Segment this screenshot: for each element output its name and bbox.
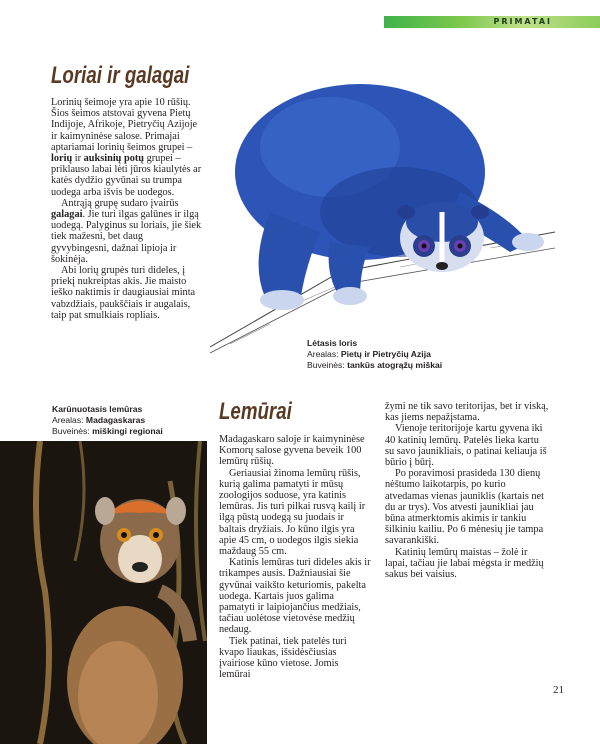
- caption-area: Arealas: Madagaskaras: [52, 415, 146, 425]
- lorises-paragraph-3: Abi lorių grupės turi dideles, į priekį nukreiptas akis. Jie maisto ieško naktimis ir daugiausiai minta vabzdžiais, paukščiais ir augalais, taip pat smulkiais ropliais.: [51, 265, 196, 321]
- section-color-band: [384, 16, 600, 28]
- lemurs-text-column-2: [385, 401, 549, 580]
- caption-title: Lėtasis loris: [307, 338, 358, 348]
- lemurs-paragraph: Po poravimosi prasideda 130 dienų nėštumo laikotarpis, po kurio atvedamas vienas jauniklis (kartais net du ar trys). Vos atvesti jaunikliai jau būna atmerktomis akimis ir tankiu šilkiniu kailiu. Po 6 mėnesių jie tampa savarankiški.: [385, 468, 544, 547]
- lemurs-paragraph: Madagaskaro saloje ir kaimyninėse Komorų salose gyvena beveik 100 lemūrų rūšių.: [219, 434, 365, 468]
- lorises-heading: Loriai ir galagai: [51, 62, 190, 89]
- slow-loris-caption: [307, 338, 507, 371]
- crowned-lemur-photo: [0, 441, 207, 744]
- crowned-lemur-caption: [52, 404, 212, 437]
- lemurs-text-column-1: [219, 434, 371, 680]
- term-galagai: galagai: [51, 209, 83, 221]
- lemurs-paragraph: Geriausiai žinoma lemūrų rūšis, kurią galima pamatyti ir mūsų zoologijos soduose, yra katinis lemūras. Jis turi pilkai rusvą kailį ir ilgą pūstą uodegą su juodais ir baltais dryžiais. Jo kūno ilgis yra apie 45 cm, o uodegos ilgis siekia maždaug 55 cm.: [219, 467, 366, 558]
- term-loriai: lorių: [51, 153, 73, 165]
- lemurs-paragraph: Katinis lemūras turi dideles akis ir trikampes ausis. Dažniausiai šie gyvūnai vaikšto keturiomis, pakelta uodega. Kartais juos galima pamatyti ir laipiojančius medžiais, tačiau uolėtose vietovėse medžių nedaug.: [219, 557, 371, 636]
- caption-title: Karūnuotasis lemūras: [52, 404, 143, 414]
- lemurs-heading: Lemūrai: [219, 398, 292, 425]
- lorises-paragraph-2: Antrąją grupę sudaro įvairūs galagai. Jie turi ilgas galūnes ir ilgą uodegą. Palyginus su loriais, jie šiek tiek mažesni, bet daug gyvybingesni, dažnai lipioja ir šokinėja.: [51, 197, 202, 265]
- lemurs-paragraph: Vienoje teritorijoje kartu gyvena iki 40 katinių lemūrų. Patelės liekа kartu su savo jaunikliais, o patinai keliauja iš būrio į būrį.: [385, 423, 547, 469]
- lemurs-paragraph: Katinių lemūrų maistas – žolė ir lapai, tačiau jie labai mėgsta ir medžių sakus bei vaisius.: [385, 546, 544, 581]
- page-number: 21: [553, 684, 564, 696]
- lorises-text: [51, 97, 203, 321]
- section-label: PRIMATAI: [493, 17, 552, 26]
- caption-habitat: Buveinės: tankūs atogrąžų miškai: [307, 360, 443, 370]
- caption-area: Arealas: Pietų ir Pietryčių Azija: [307, 349, 431, 359]
- term-auksiniai-potai: auksinių potų: [83, 153, 145, 165]
- lorises-paragraph-1: Lorinių šeimoje yra apie 10 rūšių. Šios šeimos atstovai gyvena Pietų Indijoje, Afrikoje, Pietryčių Azijoje ir kaimyninėse salose. Primajai aptariamai lorinių šeimos grupei – lorių ir auksinių potų grupei – priklauso labai lėti jūros kiaulytės ar katės dydžio gyvūnai su trumpa uodega arba išvis be uodegos.: [51, 97, 202, 198]
- lemurs-paragraph: Tiek patinai, tiek patelės turi kvapo liaukas, išsidėsčiusias įvairiose kūno vietose. Jomis lemūrai: [219, 635, 347, 681]
- lemurs-paragraph: žymi ne tik savo teritorijas, bet ir viską, kas jiems nepažįstama.: [385, 401, 549, 424]
- slow-loris-illustration: [210, 62, 555, 354]
- caption-habitat: Buveinės: miškingi regionai: [52, 426, 163, 436]
